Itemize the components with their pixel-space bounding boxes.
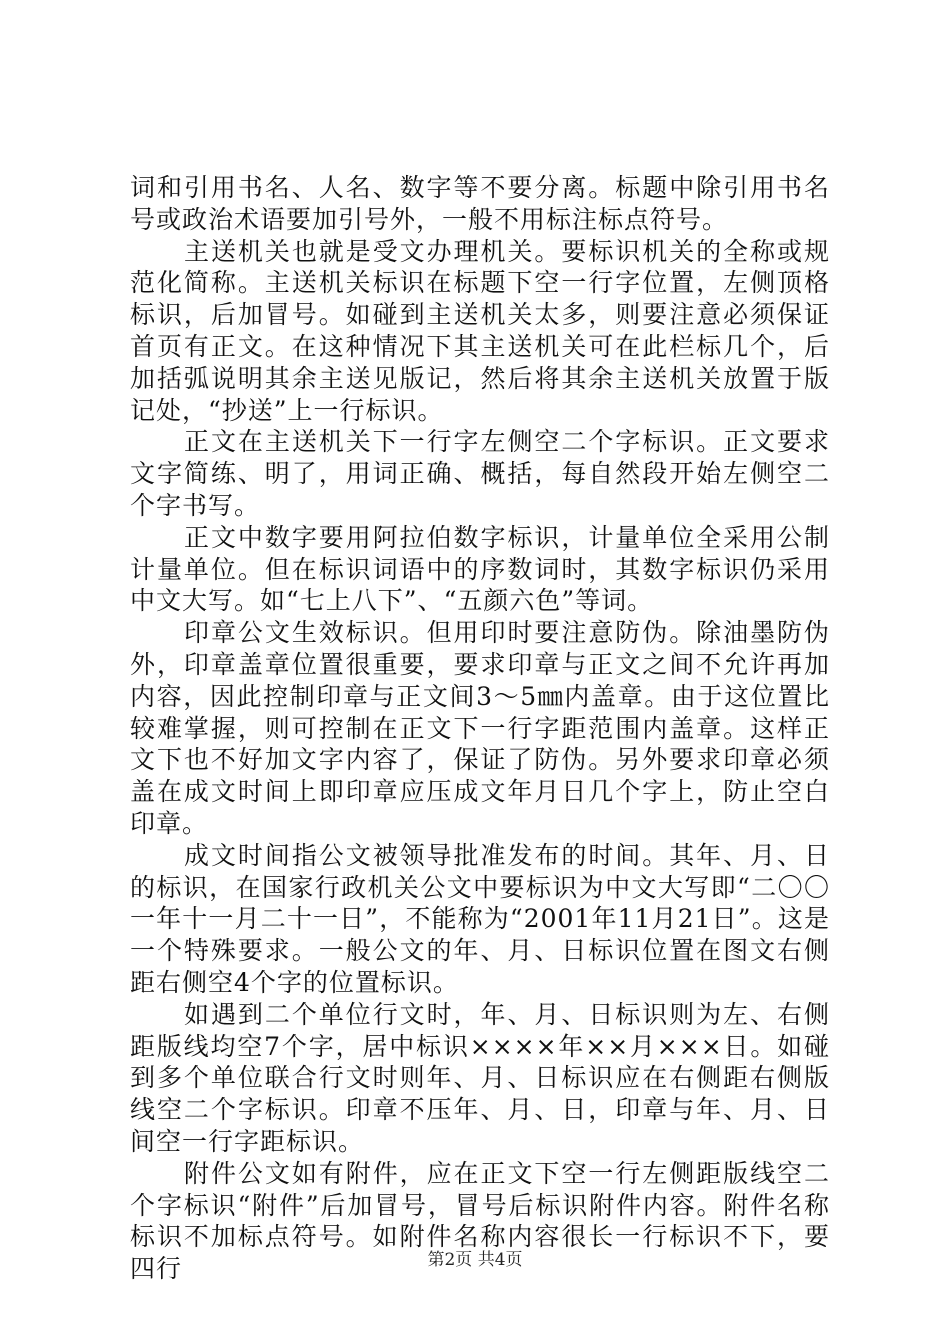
paragraph-joint-issue: 如遇到二个单位行文时，年、月、日标识则为左、右侧距版线均空7个字，居中标识××××年××月×××日。如碰到多个单位联合行文时则年、月、日标识应在右侧距右侧版线空二个字标识。印章不压年、月、日，印章与年、月、日间空一行字距标识。 — [130, 999, 830, 1156]
paragraph-seal: 印章公文生效标识。但用印时要注意防伪。除油墨防伪外，印章盖章位置很重要，要求印章与正文之间不允许再加内容，因此控制印章与正文间3～5㎜内盖章。由于这位置比较难掌握，则可控制在正文下一行字距范围内盖章。这样正文下也不好加文字内容了，保证了防伪。另外要求印章必须盖在成文时间上即印章应压成文年月日几个字上，防止空白印章。 — [130, 618, 830, 838]
document-body — [130, 172, 830, 1285]
paragraph-continuation: 词和引用书名、人名、数字等不要分离。标题中除引用书名号或政治术语要加引号外，一般不用标注标点符号。 — [130, 173, 830, 234]
paragraph-attachment: 附件公文如有附件，应在正文下空一行左侧距版线空二个字标识“附件”后加冒号，冒号后标识附件内容。附件名称标识不加标点符号。如附件名称内容很长一行标识不下，要四行 — [130, 1158, 830, 1284]
page-number-footer: 第2页 共4页 — [427, 1250, 523, 1270]
paragraph-recipient-agency: 主送机关也就是受文办理机关。要标识机关的全称或规范化简称。主送机关标识在标题下空一行字位置，左侧顶格标识，后加冒号。如碰到主送机关太多，则要注意必须保证首页有正文。在这种情况下其主送机关可在此栏标几个，后加括弧说明其余主送见版记，然后将其余主送机关放置于版记处，“抄送”上一行标识。 — [130, 236, 830, 425]
paragraph-numbers: 正文中数字要用阿拉伯数字标识，计量单位全采用公制计量单位。但在标识词语中的序数词时，其数字标识仍采用中文大写。如“七上八下”、“五颜六色”等词。 — [130, 522, 830, 616]
paragraph-main-text: 正文在主送机关下一行字左侧空二个字标识。正文要求文字简练、明了，用词正确、概括，每自然段开始左侧空二个字书写。 — [130, 427, 830, 520]
paragraph-date: 成文时间指公文被领导批准发布的时间。其年、月、日的标识，在国家行政机关公文中要标识为中文大写即“二〇〇一年十一月二十一日”，不能称为“2001年11月21日”。这是一个特殊要求。一般公文的年、月、日标识位置在图文右侧距右侧空4个字的位置标识。 — [130, 840, 830, 997]
